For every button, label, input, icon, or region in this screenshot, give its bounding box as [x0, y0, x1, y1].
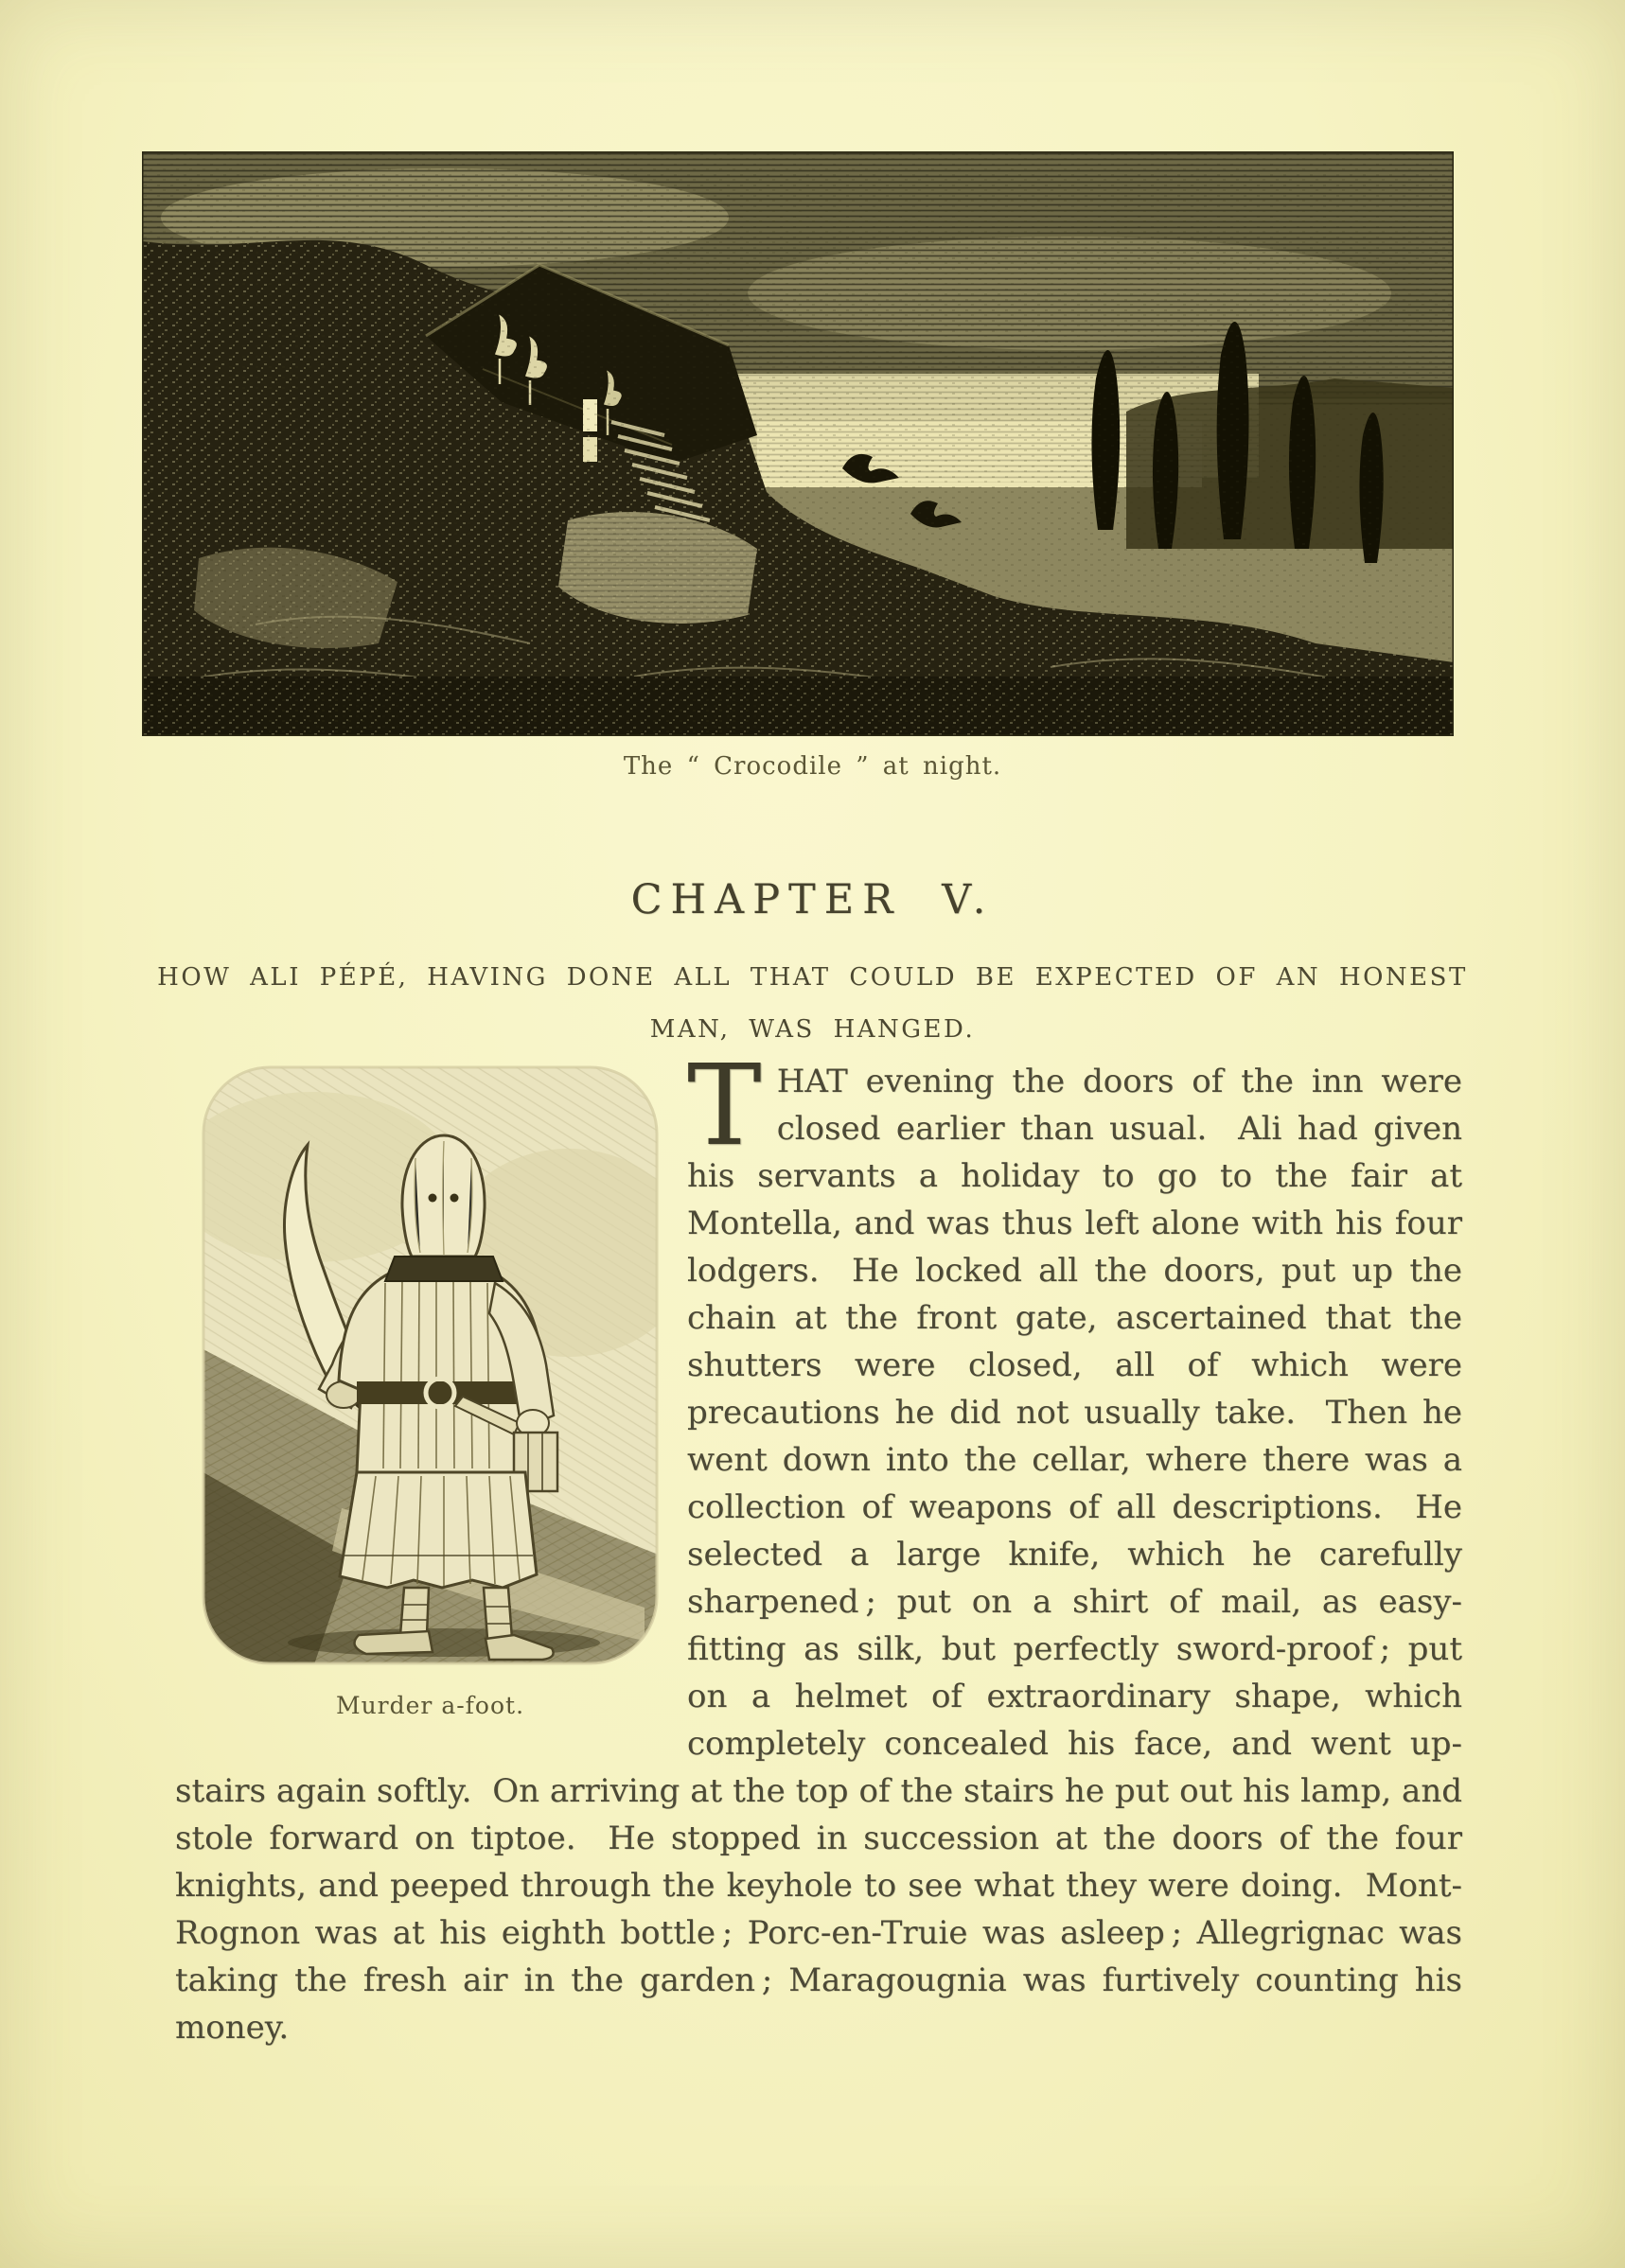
chapter-subtitle-line-1: HOW ALI PÉPÉ, HAVING DONE ALL THAT COULD BE EXPECTED OF AN HONEST [157, 963, 1468, 992]
drop-cap: T [687, 1040, 762, 1170]
chapter-subtitle-line-2: MAN, WAS HANGED. [649, 1015, 976, 1044]
murder-afoot-figure [200, 1064, 661, 1730]
murder-afoot-figure-art [200, 1064, 661, 1667]
night-scene-engraving [142, 151, 1454, 736]
body-text-block [175, 1040, 1462, 2051]
figure-caption: Murder a-foot. [335, 1692, 525, 1719]
chapter-heading: CHAPTER V. [630, 876, 995, 923]
chapter-subtitle [0, 952, 1625, 1056]
night-scene-engraving-art [142, 151, 1454, 736]
engraving-caption: The “ Crocodile ” at night. [623, 752, 1002, 781]
paragraph-text: HAT evening the doors of the inn were closed earlier than usual. Ali had given his servants a holiday to go to the fair at Montella, and was thus left alone with his four lodgers. He locked all the doors, put up the chain at the front gate, ascertained that the shutters were closed, all of which were precautions he did not usually take. Then he went down into the cellar, where there was a collection of weapons of all descriptions. He selected a large knife, which he carefully sharpened ; put on a shirt of mail, as easy-fitting as silk, but perfectly sword-proof ; put on a helmet of extraordinary shape, which completely concealed his face, and went up-stairs again softly. On arriving at the top of the stairs he put out his lamp, and stole forward on tiptoe. He stopped in succession at the doors of the four knights, and peeped through the keyhole to see what they were doing. Mont-Rognon was at his eighth bottle ; Porc-en-Truie was asleep ; Allegrignac was taking the fresh air in the garden ; Maragougnia was furtively counting his money. [175, 1063, 1462, 2047]
